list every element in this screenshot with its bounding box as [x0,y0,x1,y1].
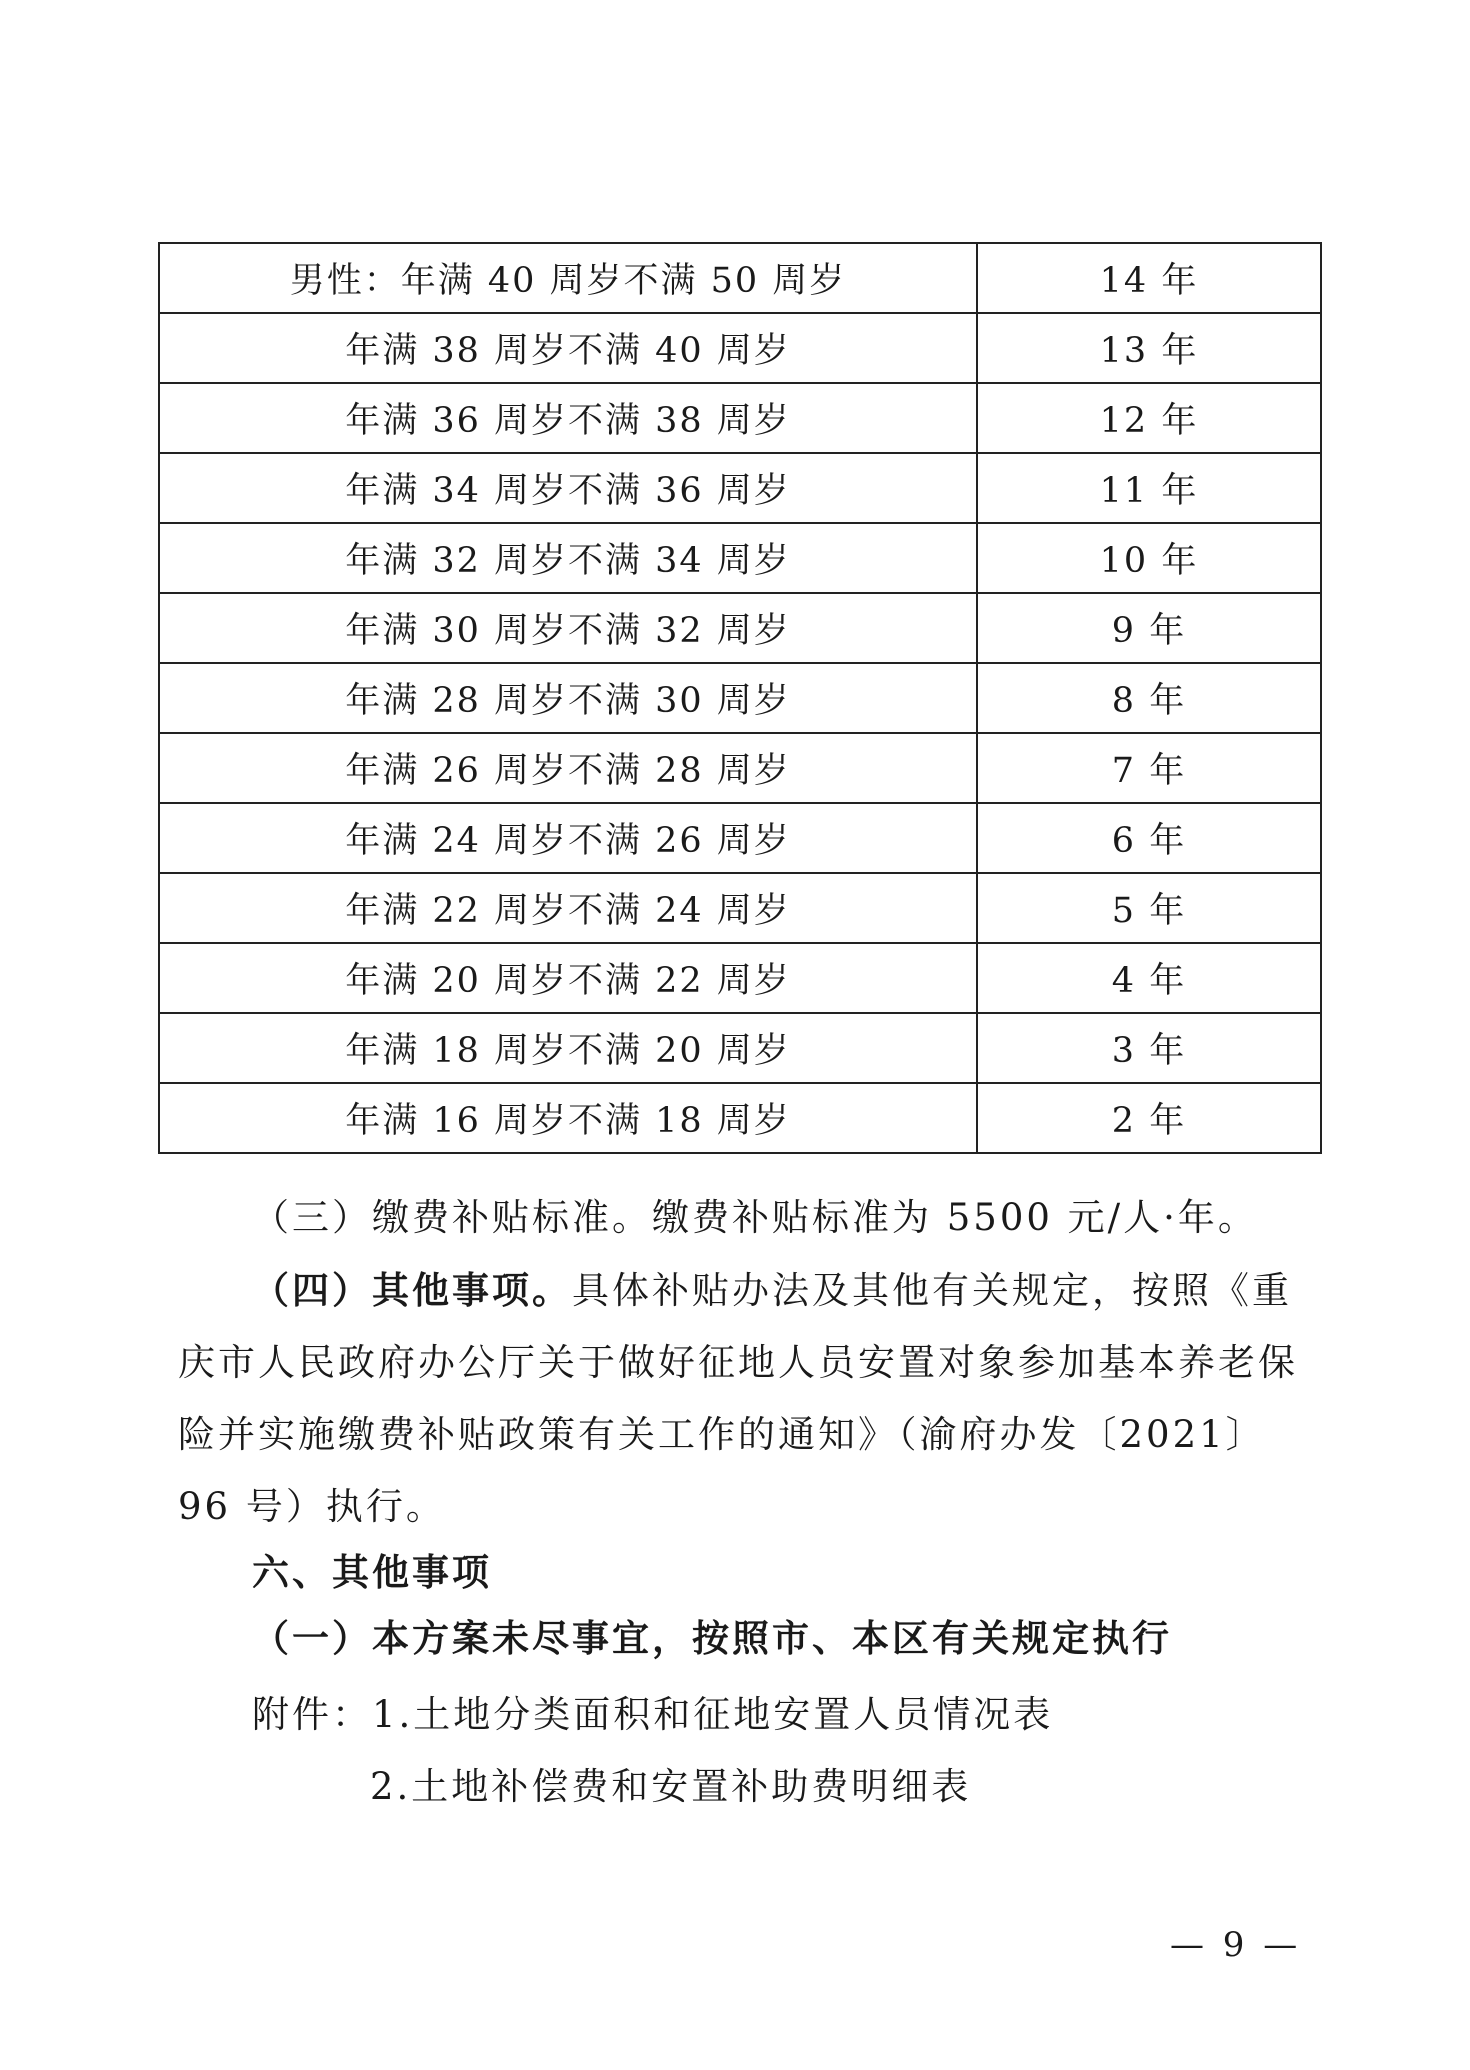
subsidy-years-cell: 4 年 [977,943,1321,1013]
subsidy-years-cell: 11 年 [977,453,1321,523]
subsidy-years-table [158,242,1322,1154]
table-row [159,1083,1321,1153]
age-range-cell: 年满 32 周岁不满 34 周岁 [159,523,977,593]
subsidy-standard-heading: （三）缴费补贴标准。 [252,1196,652,1239]
age-range-cell: 年满 24 周岁不满 26 周岁 [159,803,977,873]
table-row [159,663,1321,733]
table-row [159,313,1321,383]
attachment-item-1: 1.土地分类面积和征地安置人员情况表 [372,1693,1054,1736]
subsidy-years-cell: 3 年 [977,1013,1321,1083]
table-row [159,803,1321,873]
subsidy-years-cell: 13 年 [977,313,1321,383]
table-row [159,593,1321,663]
attachment-line-1 [252,1684,1053,1738]
section-6-title: 六、其他事项 [252,1550,492,1594]
table-row [159,873,1321,943]
table-row [159,733,1321,803]
subsidy-years-cell: 12 年 [977,383,1321,453]
age-range-cell: 男性：年满 40 周岁不满 50 周岁 [159,243,977,313]
other-matters-body: 具体补贴办法及其他有关规定，按照《重庆市人民政府办公厅关于做好征地人员安置对象参加基本养老保险并实施缴费补贴政策有关工作的通知》（渝府办发〔2021〕96 号）执行。 [178,1269,1298,1528]
attachment-item-2: 2.土地补偿费和安置补助费明细表 [370,1765,972,1808]
age-range-cell: 年满 22 周岁不满 24 周岁 [159,873,977,943]
table-row [159,453,1321,523]
age-range-cell: 年满 16 周岁不满 18 周岁 [159,1083,977,1153]
subsidy-years-cell: 14 年 [977,243,1321,313]
age-range-cell: 年满 28 周岁不满 30 周岁 [159,663,977,733]
paragraph-subsidy-standard [178,1182,1308,1254]
age-range-cell: 年满 36 周岁不满 38 周岁 [159,383,977,453]
table-row [159,243,1321,313]
subsidy-years-cell: 2 年 [977,1083,1321,1153]
page-number: — 9 — [1170,1925,1302,1965]
subsidy-years-cell: 7 年 [977,733,1321,803]
section-6-item-1: （一）本方案未尽事宜，按照市、本区有关规定执行 [252,1616,1172,1660]
subsidy-years-cell: 9 年 [977,593,1321,663]
other-matters-heading: （四）其他事项。 [252,1268,572,1312]
subsidy-years-cell: 10 年 [977,523,1321,593]
attachment-label: 附件： [252,1693,372,1736]
table-row [159,383,1321,453]
age-range-cell: 年满 30 周岁不满 32 周岁 [159,593,977,663]
table-row [159,523,1321,593]
age-range-cell: 年满 38 周岁不满 40 周岁 [159,313,977,383]
age-range-cell: 年满 34 周岁不满 36 周岁 [159,453,977,523]
subsidy-standard-body: 缴费补贴标准为 5500 元/人·年。 [652,1196,1258,1239]
table-body [159,243,1321,1153]
subsidy-years-cell: 6 年 [977,803,1321,873]
age-range-cell: 年满 20 周岁不满 22 周岁 [159,943,977,1013]
paragraph-other-matters [178,1254,1308,1543]
subsidy-years-cell: 8 年 [977,663,1321,733]
age-range-cell: 年满 18 周岁不满 20 周岁 [159,1013,977,1083]
table-row [159,1013,1321,1083]
age-range-cell: 年满 26 周岁不满 28 周岁 [159,733,977,803]
subsidy-years-cell: 5 年 [977,873,1321,943]
table-row [159,943,1321,1013]
